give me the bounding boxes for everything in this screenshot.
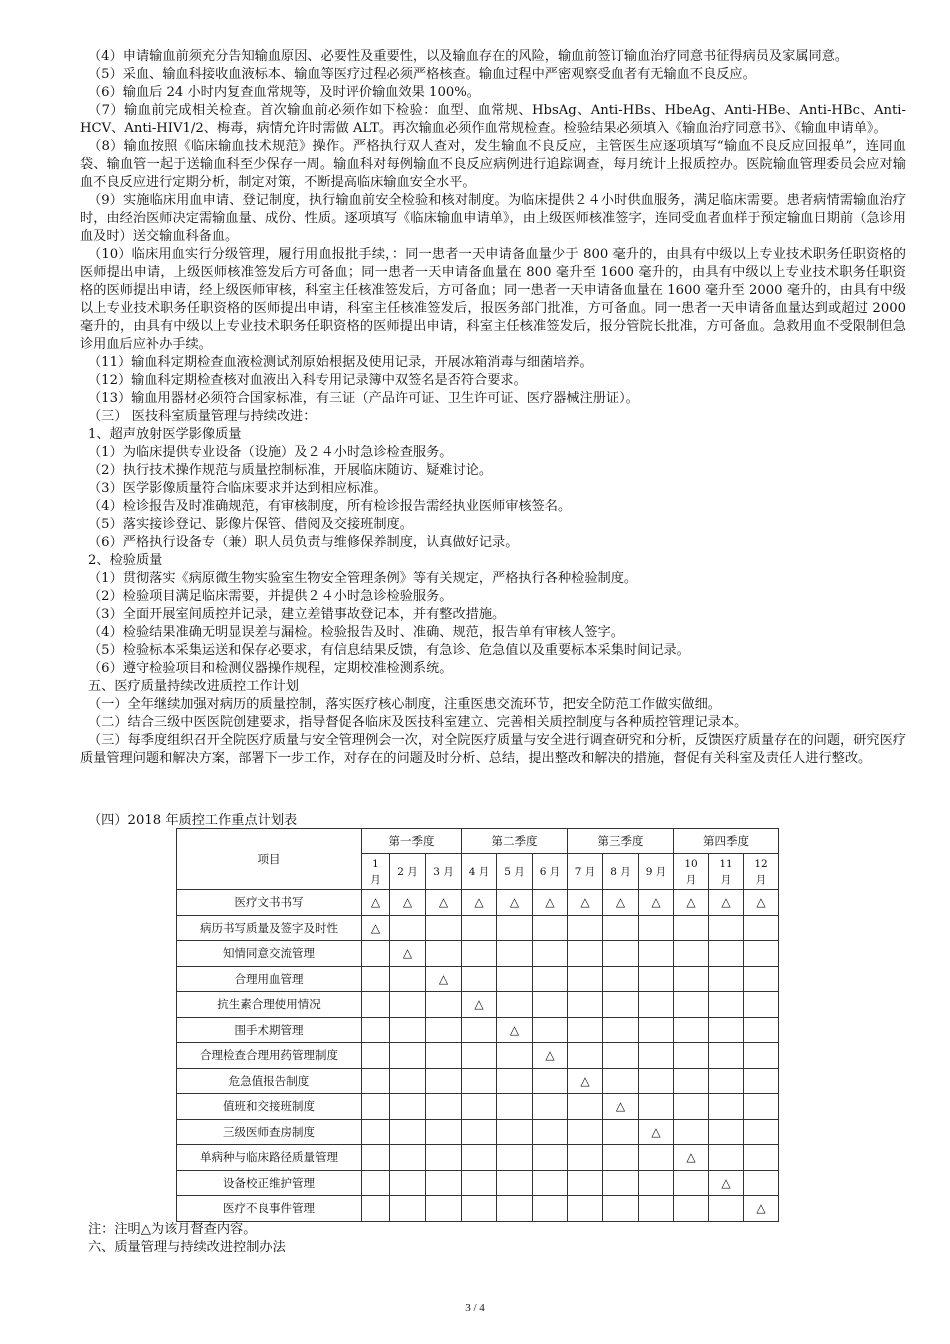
empty-cell xyxy=(426,1196,462,1222)
month-header: 12 月 xyxy=(744,854,779,890)
empty-cell xyxy=(462,1043,497,1069)
table-note: 注：注明△为该月督查内容。 xyxy=(88,1222,257,1237)
empty-cell xyxy=(639,941,674,967)
empty-cell xyxy=(603,915,639,941)
empty-cell xyxy=(674,1043,709,1069)
row-item-name: 医疗不良事件管理 xyxy=(177,1196,362,1222)
empty-cell xyxy=(390,1196,426,1222)
table-row xyxy=(177,1145,779,1171)
empty-cell xyxy=(709,1017,744,1043)
inspection-mark-cell: △ xyxy=(568,1068,603,1094)
empty-cell xyxy=(744,915,779,941)
empty-cell xyxy=(426,1094,462,1120)
paragraph: （4）申请输血前须充分告知输血原因、必要性及重要性，以及输血存在的风险，输血前签订输血治疗同意书征得病员及家属同意。 xyxy=(88,49,849,64)
empty-cell xyxy=(462,1017,497,1043)
empty-cell xyxy=(639,1068,674,1094)
table-row xyxy=(177,1043,779,1069)
table-row xyxy=(177,1094,779,1120)
empty-cell xyxy=(462,915,497,941)
empty-cell xyxy=(603,1119,639,1145)
empty-cell xyxy=(568,966,603,992)
empty-cell xyxy=(744,1068,779,1094)
table-row xyxy=(177,915,779,941)
section-heading: （三） 医技科室质量管理与持续改进： xyxy=(88,409,317,424)
empty-cell xyxy=(362,1196,390,1222)
empty-cell xyxy=(568,1094,603,1120)
empty-cell xyxy=(639,915,674,941)
empty-cell xyxy=(533,1145,568,1171)
empty-cell xyxy=(744,992,779,1018)
empty-cell xyxy=(568,915,603,941)
paragraph: （5）落实接诊登记、影像片保管、借阅及交接班制度。 xyxy=(88,517,413,532)
empty-cell xyxy=(709,992,744,1018)
inspection-mark-cell: △ xyxy=(426,966,462,992)
inspection-mark-cell: △ xyxy=(533,1043,568,1069)
inspection-mark-cell: △ xyxy=(362,890,390,916)
row-item-name: 合理用血管理 xyxy=(177,966,362,992)
paragraph: （13）输血用器材必须符合国家标准，有三证（产品许可证、卫生许可证、医疗器械注册证）。 xyxy=(88,391,639,406)
empty-cell xyxy=(533,1170,568,1196)
empty-cell xyxy=(362,1094,390,1120)
paragraph: （12）输血科定期检查核对血液出入科专用记录簿中双签名是否符合要求。 xyxy=(88,373,527,388)
paragraph: （6）遵守检验项目和检测仪器操作规程，定期校准检测系统。 xyxy=(88,661,453,676)
inspection-mark-cell: △ xyxy=(639,1119,674,1145)
empty-cell xyxy=(390,966,426,992)
empty-cell xyxy=(674,992,709,1018)
empty-cell xyxy=(497,1170,533,1196)
table-row xyxy=(177,992,779,1018)
empty-cell xyxy=(426,915,462,941)
empty-cell xyxy=(639,1145,674,1171)
row-item-name: 围手术期管理 xyxy=(177,1017,362,1043)
empty-cell xyxy=(390,992,426,1018)
paragraph: （4）检验结果准确无明显误差与漏检。检验报告及时、准确、规范，报告单有审核人签字。 xyxy=(88,625,624,640)
paragraph: （6）严格执行设备专（兼）职人员负责与维修保养制度，认真做好记录。 xyxy=(88,535,519,550)
empty-cell xyxy=(744,1170,779,1196)
inspection-mark-cell: △ xyxy=(709,1170,744,1196)
empty-cell xyxy=(426,1043,462,1069)
empty-cell xyxy=(533,1094,568,1120)
empty-cell xyxy=(362,1068,390,1094)
empty-cell xyxy=(462,966,497,992)
row-item-name: 病历书写质量及签字及时性 xyxy=(177,915,362,941)
subsection-heading: 2、检验质量 xyxy=(88,553,163,568)
empty-cell xyxy=(674,1017,709,1043)
empty-cell xyxy=(426,941,462,967)
empty-cell xyxy=(603,1145,639,1171)
month-header: 1 月 xyxy=(362,854,390,890)
inspection-mark-cell: △ xyxy=(533,890,568,916)
empty-cell xyxy=(390,915,426,941)
table-row xyxy=(177,1196,779,1222)
empty-cell xyxy=(462,1145,497,1171)
empty-cell xyxy=(390,1094,426,1120)
empty-cell xyxy=(533,915,568,941)
row-item-name: 合理检查合理用药管理制度 xyxy=(177,1043,362,1069)
empty-cell xyxy=(462,1094,497,1120)
body-text xyxy=(80,48,906,768)
empty-cell xyxy=(497,915,533,941)
empty-cell xyxy=(533,1068,568,1094)
empty-cell xyxy=(462,1068,497,1094)
paragraph: （二）结合三级中医医院创建要求，指导督促各临床及医技科室建立、完善相关质控制度与各种质控管理记录本。 xyxy=(88,715,748,730)
paragraph: （10）临床用血实行分级管理，履行用血报批手续，：同一患者一天申请备血量少于 800 毫升的，由具有中级以上专业技术职务任职资格的医师提出申请，上级医师核准签发后方可备血；同一患者一天申请备血量在 800 毫升至 1600 毫升的，由具有中级以上专业技术职务任职资格的医师提出申请，经上级医师审核，科室主任核准签发后，方可备血；同一患者一天申请备血量在 1600 毫升至 2000 毫升的，由具有中级以上专业技术职务任职资格的医师提出申请，科室主任核准签发后，报医务部门批准，方可备血。同一患者一天申请备血量达到或超过 2000 毫升的，由具有中级以上专业技术职务任职资格的医师提出申请，科室主任核准签发后，报分管院长批准，方可备血。急救用血不受限制但急诊用血后应补办手续。 xyxy=(80,247,906,352)
empty-cell xyxy=(568,1170,603,1196)
month-header: 10 月 xyxy=(674,854,709,890)
paragraph: （3）医学影像质量符合临床要求并达到相应标准。 xyxy=(88,481,387,496)
month-header: 6 月 xyxy=(533,854,568,890)
month-header: 11 月 xyxy=(709,854,744,890)
empty-cell xyxy=(674,1119,709,1145)
empty-cell xyxy=(568,1196,603,1222)
empty-cell xyxy=(390,1068,426,1094)
empty-cell xyxy=(362,1119,390,1145)
empty-cell xyxy=(603,992,639,1018)
empty-cell xyxy=(639,1196,674,1222)
empty-cell xyxy=(674,1170,709,1196)
inspection-mark-cell: △ xyxy=(744,1196,779,1222)
inspection-mark-cell: △ xyxy=(603,890,639,916)
empty-cell xyxy=(426,1145,462,1171)
plan-table-body xyxy=(177,890,779,1222)
inspection-mark-cell: △ xyxy=(674,1145,709,1171)
empty-cell xyxy=(497,1094,533,1120)
table-row xyxy=(177,1068,779,1094)
quarter-header: 第三季度 xyxy=(568,829,674,854)
paragraph: （11）输血科定期检查血液检测试剂原始根据及使用记录，开展冰箱消毒与细菌培养。 xyxy=(88,355,593,370)
section-heading: 五、医疗质量持续改进质控工作计划 xyxy=(88,679,299,694)
empty-cell xyxy=(497,1043,533,1069)
inspection-mark-cell: △ xyxy=(462,890,497,916)
empty-cell xyxy=(603,1170,639,1196)
empty-cell xyxy=(362,966,390,992)
inspection-mark-cell: △ xyxy=(497,1017,533,1043)
quarter-header: 第二季度 xyxy=(462,829,568,854)
month-header: 7 月 xyxy=(568,854,603,890)
paragraph: （2）检验项目满足临床需要，并提供２４小时急诊检验服务。 xyxy=(88,589,453,604)
empty-cell xyxy=(639,1017,674,1043)
paragraph: （1）贯彻落实《病原微生物实验室生物安全管理条例》等有关规定，严格执行各种检验制度。 xyxy=(88,571,638,586)
empty-cell xyxy=(744,941,779,967)
paragraph: （4）检诊报告及时准确规范，有审核制度，所有检诊报告需经执业医师审核签名。 xyxy=(88,499,572,514)
empty-cell xyxy=(390,1170,426,1196)
empty-cell xyxy=(426,992,462,1018)
empty-cell xyxy=(603,1068,639,1094)
empty-cell xyxy=(709,941,744,967)
empty-cell xyxy=(568,1017,603,1043)
inspection-mark-cell: △ xyxy=(744,890,779,916)
table-row xyxy=(177,1170,779,1196)
quarter-header: 第一季度 xyxy=(362,829,462,854)
paragraph: （2）执行技术操作规范与质量控制标准，开展临床随访、疑难讨论。 xyxy=(88,463,493,478)
empty-cell xyxy=(674,1094,709,1120)
table-row xyxy=(177,1119,779,1145)
empty-cell xyxy=(603,966,639,992)
paragraph: （5）检验标本采集运送和保存必要求，有信息结果反馈，有急诊、危急值以及重要标本采集时间记录。 xyxy=(88,643,690,658)
row-item-name: 三级医师查房制度 xyxy=(177,1119,362,1145)
section-heading: 六、质量管理与持续改进控制办法 xyxy=(88,1240,286,1255)
empty-cell xyxy=(639,966,674,992)
empty-cell xyxy=(568,1043,603,1069)
empty-cell xyxy=(497,966,533,992)
paragraph: （7）输血前完成相关检查。首次输血前必须作如下检验：血型、血常规、HbsAg、Anti-HBs、HbeAg、Anti-HBe、Anti-HBc、Anti-HCV、Anti-HIV1/2、梅毒，病情允许时需做 ALT。再次输血必须作血常规检查。检验结果必须填入《输血治疗同意书》、《输血申请单》。 xyxy=(80,103,906,136)
paragraph: （1）为临床提供专业设备（设施）及２４小时急诊检查服务。 xyxy=(88,445,453,460)
empty-cell xyxy=(362,941,390,967)
inspection-mark-cell: △ xyxy=(497,890,533,916)
empty-cell xyxy=(426,1119,462,1145)
page-number: 3 / 4 xyxy=(465,1302,485,1314)
empty-cell xyxy=(744,1119,779,1145)
empty-cell xyxy=(426,1170,462,1196)
empty-cell xyxy=(533,1196,568,1222)
empty-cell xyxy=(603,1196,639,1222)
empty-cell xyxy=(497,1145,533,1171)
row-item-name: 抗生素合理使用情况 xyxy=(177,992,362,1018)
paragraph: （6）输血后 24 小时内复查血常规等，及时评价输血效果 100%。 xyxy=(88,85,480,100)
empty-cell xyxy=(533,1017,568,1043)
empty-cell xyxy=(568,1145,603,1171)
empty-cell xyxy=(639,1094,674,1120)
empty-cell xyxy=(533,992,568,1018)
empty-cell xyxy=(639,1043,674,1069)
inspection-mark-cell: △ xyxy=(568,890,603,916)
inspection-mark-cell: △ xyxy=(603,1094,639,1120)
empty-cell xyxy=(497,1068,533,1094)
empty-cell xyxy=(709,966,744,992)
row-item-name: 设备校正维护管理 xyxy=(177,1170,362,1196)
paragraph: （3）全面开展室间质控并记录，建立差错事故登记本，并有整改措施。 xyxy=(88,607,506,622)
empty-cell xyxy=(603,941,639,967)
empty-cell xyxy=(362,1145,390,1171)
empty-cell xyxy=(462,1196,497,1222)
quarter-header: 第四季度 xyxy=(674,829,779,854)
paragraph: （三）每季度组织召开全院医疗质量与安全管理例会一次，对全院医疗质量与安全进行调查研究和分析，反馈医疗质量存在的问题，研究医疗质量管理问题和解决方案，部署下一步工作，对存在的问题及时分析、总结，提出整改和解决的措施，督促有关科室及责任人进行整改。 xyxy=(80,733,906,766)
empty-cell xyxy=(709,1145,744,1171)
empty-cell xyxy=(709,915,744,941)
empty-cell xyxy=(362,1170,390,1196)
row-item-name: 危急值报告制度 xyxy=(177,1068,362,1094)
empty-cell xyxy=(744,966,779,992)
empty-cell xyxy=(462,1170,497,1196)
paragraph: （一）全年继续加强对病历的质量控制，落实医疗核心制度，注重医患交流环节，把安全防范工作做实做细。 xyxy=(88,697,721,712)
quality-plan-table xyxy=(176,828,779,1222)
empty-cell xyxy=(497,941,533,967)
empty-cell xyxy=(744,1043,779,1069)
empty-cell xyxy=(568,941,603,967)
empty-cell xyxy=(462,1119,497,1145)
empty-cell xyxy=(497,1119,533,1145)
month-header: 8 月 xyxy=(603,854,639,890)
row-item-name: 知情同意交流管理 xyxy=(177,941,362,967)
inspection-mark-cell: △ xyxy=(462,992,497,1018)
table-row xyxy=(177,890,779,916)
inspection-mark-cell: △ xyxy=(426,890,462,916)
empty-cell xyxy=(497,1196,533,1222)
empty-cell xyxy=(674,1068,709,1094)
empty-cell xyxy=(533,941,568,967)
table-row xyxy=(177,1017,779,1043)
row-item-name: 值班和交接班制度 xyxy=(177,1094,362,1120)
empty-cell xyxy=(362,992,390,1018)
empty-cell xyxy=(709,1068,744,1094)
inspection-mark-cell: △ xyxy=(362,915,390,941)
paragraph: （8）输血按照《临床输血技术规范》操作。严格执行双人查对，发生输血不良反应，主管医生应逐项填写“输血不良反应回报单”，连同血袋、输血管一起于送输血科至少保存一周。输血科对每例输血不良反应病例进行追踪调查，每月统计上报质控办。医院输血管理委员会应对输血不良反应进行定期分析，制定对策，不断提高临床输血安全水平。 xyxy=(80,139,906,190)
empty-cell xyxy=(462,941,497,967)
empty-cell xyxy=(426,1068,462,1094)
month-header: 9 月 xyxy=(639,854,674,890)
empty-cell xyxy=(568,992,603,1018)
footer-text xyxy=(80,1221,906,1257)
empty-cell xyxy=(497,992,533,1018)
empty-cell xyxy=(674,915,709,941)
month-header: 4 月 xyxy=(462,854,497,890)
empty-cell xyxy=(603,1017,639,1043)
empty-cell xyxy=(362,1017,390,1043)
row-item-name: 医疗文书书写 xyxy=(177,890,362,916)
empty-cell xyxy=(533,1119,568,1145)
row-item-name: 单病种与临床路径质量管理 xyxy=(177,1145,362,1171)
empty-cell xyxy=(362,1043,390,1069)
empty-cell xyxy=(639,992,674,1018)
empty-cell xyxy=(674,1196,709,1222)
table-caption: （四）2018 年质控工作重点计划表 xyxy=(88,813,298,828)
inspection-mark-cell: △ xyxy=(709,890,744,916)
table-row xyxy=(177,966,779,992)
item-column-header: 项目 xyxy=(177,829,362,890)
empty-cell xyxy=(674,966,709,992)
empty-cell xyxy=(744,1094,779,1120)
month-header: 5 月 xyxy=(497,854,533,890)
inspection-mark-cell: △ xyxy=(639,890,674,916)
empty-cell xyxy=(390,1017,426,1043)
empty-cell xyxy=(426,1017,462,1043)
paragraph: （9）实施临床用血申请、登记制度，执行输血前安全检验和核对制度。为临床提供２４小时供血服务，满足临床需要。患者病情需输血治疗时，由经治医师决定需输血量、成份、性质。逐项填写《临床输血申请单》，由上级医师核准签字，连同受血者血样于预定输血日期前（急诊用血及时）送交输血科备血。 xyxy=(80,193,906,244)
inspection-mark-cell: △ xyxy=(390,941,426,967)
empty-cell xyxy=(390,1145,426,1171)
inspection-mark-cell: △ xyxy=(390,890,426,916)
month-header: 3 月 xyxy=(426,854,462,890)
empty-cell xyxy=(639,1170,674,1196)
empty-cell xyxy=(709,1043,744,1069)
empty-cell xyxy=(533,966,568,992)
table-row xyxy=(177,941,779,967)
subsection-heading: 1、超声放射医学影像质量 xyxy=(88,427,242,442)
month-header: 2 月 xyxy=(390,854,426,890)
inspection-mark-cell: △ xyxy=(674,890,709,916)
empty-cell xyxy=(390,1043,426,1069)
empty-cell xyxy=(568,1119,603,1145)
empty-cell xyxy=(709,1196,744,1222)
empty-cell xyxy=(603,1043,639,1069)
empty-cell xyxy=(744,1145,779,1171)
empty-cell xyxy=(674,941,709,967)
empty-cell xyxy=(709,1094,744,1120)
empty-cell xyxy=(390,1119,426,1145)
empty-cell xyxy=(744,1017,779,1043)
empty-cell xyxy=(709,1119,744,1145)
paragraph: （5）采血、输血科接收血液标本、输血等医疗过程必须严格核查。输血过程中严密观察受血者有无输血不良反应。 xyxy=(88,67,756,82)
